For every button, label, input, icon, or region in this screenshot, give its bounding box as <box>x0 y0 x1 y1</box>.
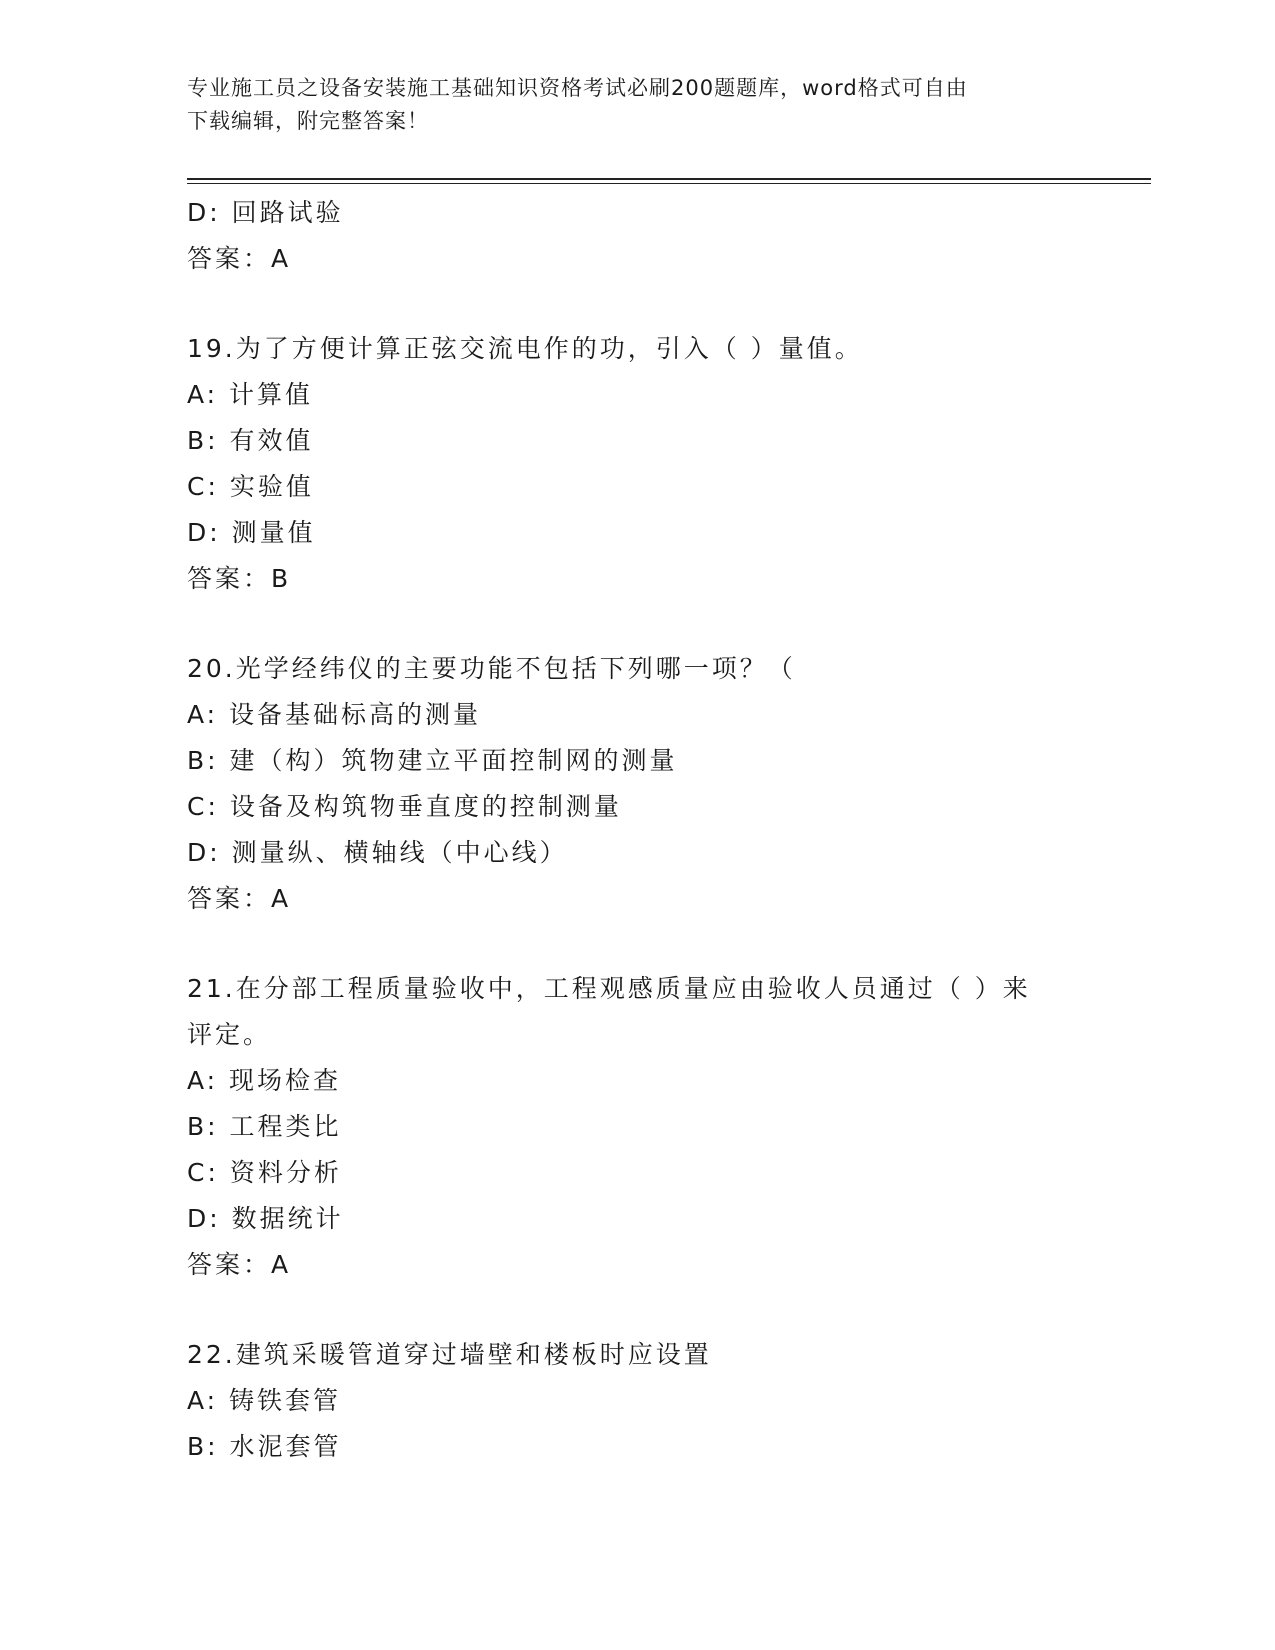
option-a: A: 现场检查 <box>187 1066 342 1095</box>
question-20 <box>187 646 1087 922</box>
header-rule-thin <box>187 183 1151 184</box>
option-b: B: 水泥套管 <box>187 1432 342 1461</box>
answer: 答案：A <box>187 884 292 913</box>
option-b: B: 建（构）筑物建立平面控制网的测量 <box>187 746 678 775</box>
header-line-1: 专业施工员之设备安装施工基础知识资格考试必刷200题题库，word格式可自由 <box>187 76 968 100</box>
answer: 答案：B <box>187 564 292 593</box>
option-c: C: 实验值 <box>187 472 314 501</box>
question-list <box>187 190 1087 1470</box>
option-d: D: 回路试验 <box>187 198 344 227</box>
answer: 答案：A <box>187 1250 292 1279</box>
question-text: 20.光学经纬仪的主要功能不包括下列哪一项？（ <box>187 654 796 683</box>
question-text: 21.在分部工程质量验收中，工程观感质量应由验收人员通过（ ）来 <box>187 974 1031 1003</box>
document-header <box>187 72 1067 138</box>
option-c: C: 设备及构筑物垂直度的控制测量 <box>187 792 622 821</box>
option-a: A: 计算值 <box>187 380 314 409</box>
question-22 <box>187 1332 1087 1470</box>
header-line-2: 下载编辑，附完整答案！ <box>187 109 429 133</box>
option-b: B: 有效值 <box>187 426 314 455</box>
answer: 答案：A <box>187 244 292 273</box>
question-text: 22.建筑采暖管道穿过墙壁和楼板时应设置 <box>187 1340 712 1369</box>
option-d: D: 数据统计 <box>187 1204 344 1233</box>
option-b: B: 工程类比 <box>187 1112 342 1141</box>
option-a: A: 设备基础标高的测量 <box>187 700 482 729</box>
header-rule-thick <box>187 178 1151 180</box>
question-19 <box>187 326 1087 602</box>
option-d: D: 测量值 <box>187 518 316 547</box>
option-c: C: 资料分析 <box>187 1158 342 1187</box>
question-text: 19.为了方便计算正弦交流电作的功，引入（ ）量值。 <box>187 334 863 363</box>
question-21 <box>187 966 1087 1288</box>
option-a: A: 铸铁套管 <box>187 1386 342 1415</box>
option-d: D: 测量纵、横轴线（中心线） <box>187 838 568 867</box>
question-text-cont: 评定。 <box>187 1020 272 1049</box>
